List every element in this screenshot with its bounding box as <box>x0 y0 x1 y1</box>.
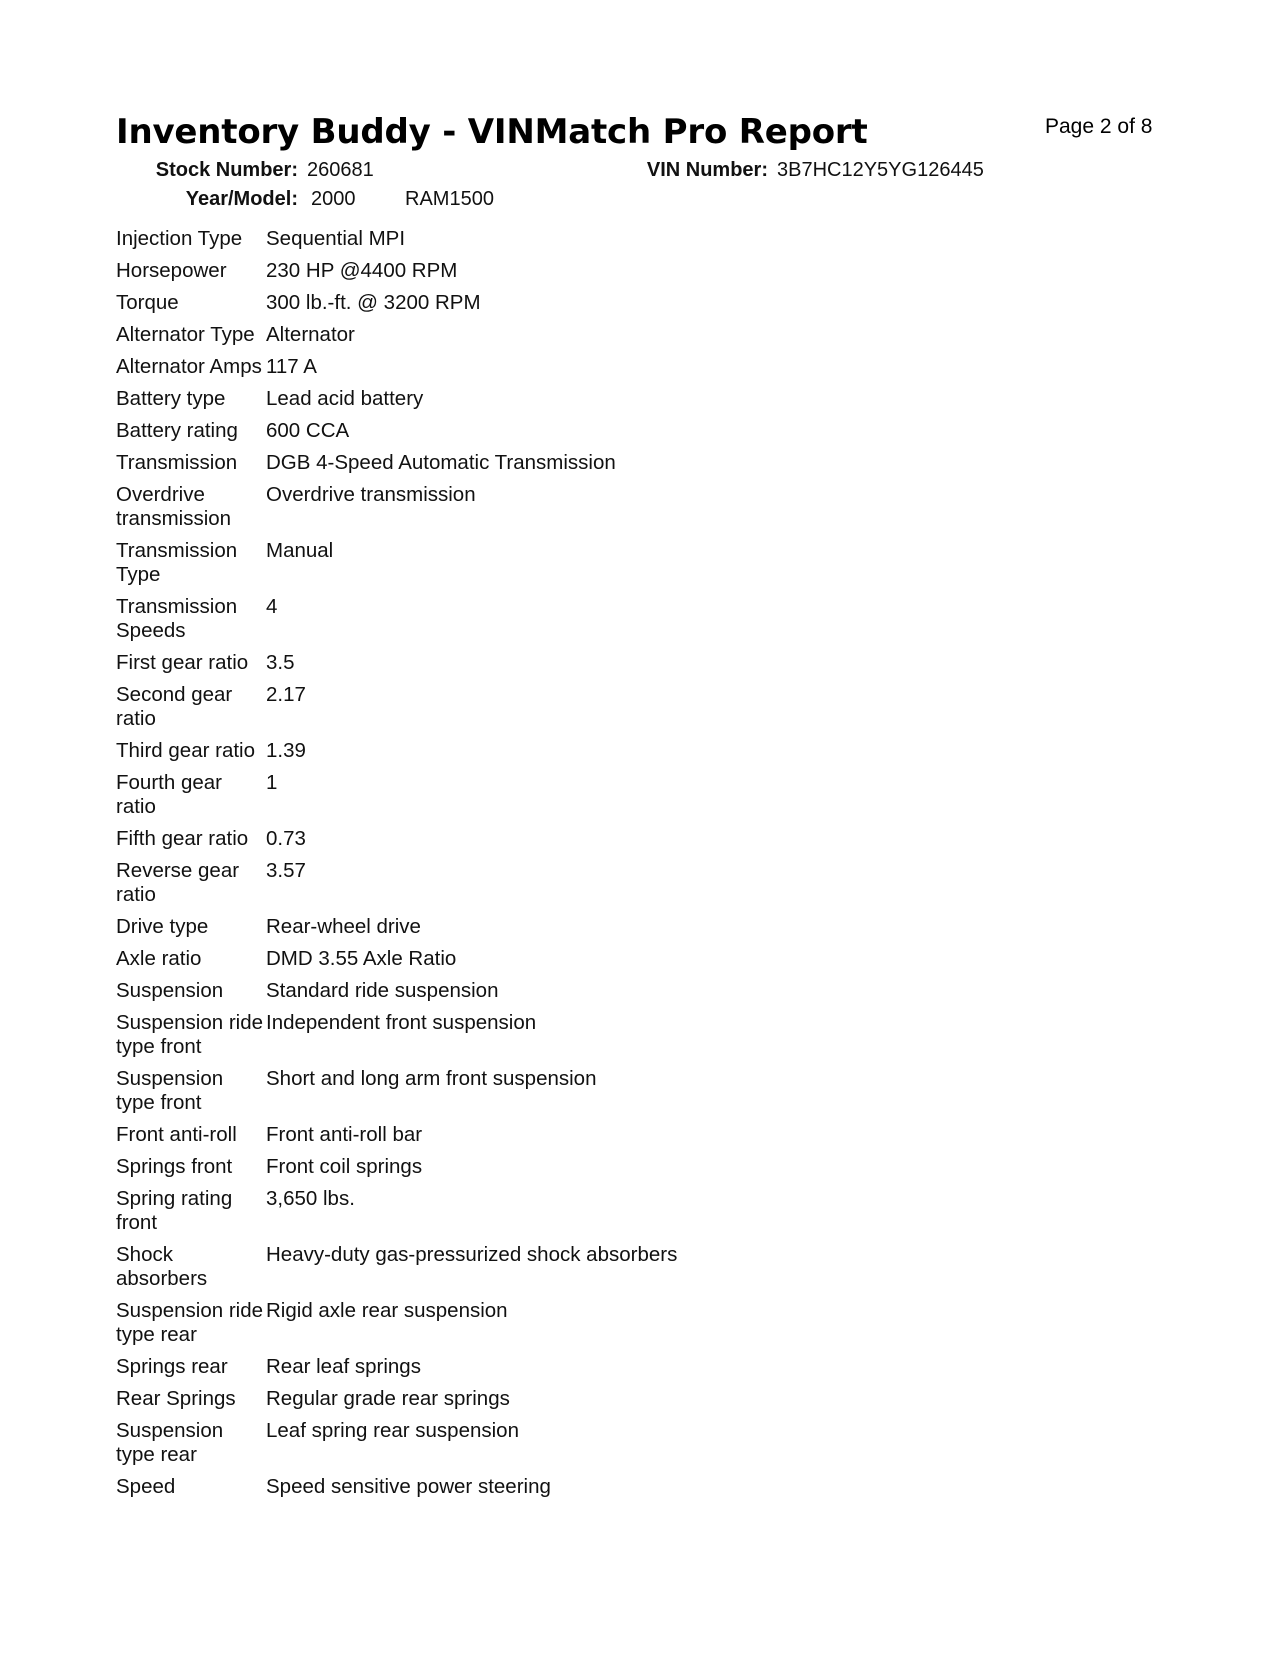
spec-list <box>116 227 1016 1507</box>
spec-label: First gear ratio <box>116 651 249 674</box>
spec-label: Shock absorbers <box>116 1243 208 1290</box>
spec-value: DGB 4-Speed Automatic Transmission <box>266 451 616 474</box>
spec-label: Suspension type rear <box>116 1419 224 1466</box>
spec-row <box>116 1011 1016 1067</box>
spec-row <box>116 1419 1016 1475</box>
spec-label: Suspension ride type rear <box>116 1299 264 1346</box>
spec-value: Short and long arm front suspension <box>266 1067 597 1090</box>
stock-number-label: Stock Number: <box>155 159 298 181</box>
spec-value: 300 lb.-ft. @ 3200 RPM <box>266 291 481 314</box>
vin-number-value: 3B7HC12Y5YG126445 <box>777 159 984 181</box>
spec-label: Battery rating <box>116 419 238 442</box>
spec-label: Transmission Speeds <box>116 595 238 642</box>
spec-row <box>116 291 1016 323</box>
spec-value: 117 A <box>266 355 317 378</box>
spec-row <box>116 1387 1016 1419</box>
spec-row <box>116 651 1016 683</box>
spec-value: Overdrive transmission <box>266 483 476 506</box>
spec-label: Suspension <box>116 979 224 1002</box>
spec-label: Second gear ratio <box>116 683 233 730</box>
spec-row <box>116 739 1016 771</box>
spec-label: Overdrive transmission <box>116 483 232 530</box>
spec-label: Horsepower <box>116 259 227 282</box>
spec-value: 4 <box>266 595 278 618</box>
spec-value: Speed sensitive power steering <box>266 1475 551 1498</box>
spec-value: Standard ride suspension <box>266 979 499 1002</box>
spec-label: Front anti-roll <box>116 1123 237 1146</box>
spec-row <box>116 595 1016 651</box>
spec-row <box>116 1155 1016 1187</box>
spec-row <box>116 355 1016 387</box>
spec-row <box>116 387 1016 419</box>
spec-row <box>116 1299 1016 1355</box>
spec-label: Springs front <box>116 1155 233 1178</box>
spec-row <box>116 323 1016 355</box>
spec-value: Sequential MPI <box>266 227 406 250</box>
spec-value: 2.17 <box>266 683 306 706</box>
spec-row <box>116 227 1016 259</box>
spec-value: DMD 3.55 Axle Ratio <box>266 947 457 970</box>
spec-value: Lead acid battery <box>266 387 424 410</box>
spec-value: Rear-wheel drive <box>266 915 421 938</box>
spec-row <box>116 859 1016 915</box>
spec-label: Axle ratio <box>116 947 202 970</box>
spec-row <box>116 483 1016 539</box>
spec-row <box>116 915 1016 947</box>
spec-row <box>116 683 1016 739</box>
spec-value: 0.73 <box>266 827 306 850</box>
spec-row <box>116 771 1016 827</box>
spec-value: 600 CCA <box>266 419 350 442</box>
spec-row <box>116 1243 1016 1299</box>
spec-value: Independent front suspension <box>266 1011 537 1034</box>
spec-label: Spring rating front <box>116 1187 233 1234</box>
spec-label: Torque <box>116 291 179 314</box>
stock-number-value: 260681 <box>307 159 374 181</box>
spec-value: Heavy-duty gas-pressurized shock absorbers <box>266 1243 678 1266</box>
spec-label: Suspension ride type front <box>116 1011 264 1058</box>
spec-label: Fourth gear ratio <box>116 771 222 818</box>
spec-row <box>116 827 1016 859</box>
spec-label: Reverse gear ratio <box>116 859 240 906</box>
spec-value: Alternator <box>266 323 355 346</box>
spec-label: Battery type <box>116 387 226 410</box>
spec-row <box>116 1067 1016 1123</box>
spec-value: 1 <box>266 771 278 794</box>
spec-row <box>116 947 1016 979</box>
spec-label: Transmission <box>116 451 238 474</box>
spec-value: 230 HP @4400 RPM <box>266 259 458 282</box>
spec-row <box>116 1475 1016 1507</box>
page-indicator: Page 2 of 8 <box>1045 115 1153 138</box>
spec-label: Fifth gear ratio <box>116 827 249 850</box>
spec-value: 1.39 <box>266 739 306 762</box>
spec-value: Rigid axle rear suspension <box>266 1299 508 1322</box>
spec-label: Injection Type <box>116 227 243 250</box>
report-title: Inventory Buddy - VINMatch Pro Report <box>116 112 868 152</box>
spec-label: Springs rear <box>116 1355 228 1378</box>
spec-row <box>116 979 1016 1011</box>
spec-label: Suspension type front <box>116 1067 224 1114</box>
spec-value: Front coil springs <box>266 1155 423 1178</box>
spec-label: Speed <box>116 1475 176 1498</box>
spec-label: Transmission Type <box>116 539 238 586</box>
spec-value: Manual <box>266 539 334 562</box>
spec-value: Front anti-roll bar <box>266 1123 423 1146</box>
model-value: RAM1500 <box>405 188 494 210</box>
spec-label: Third gear ratio <box>116 739 256 762</box>
year-value: 2000 <box>311 188 356 210</box>
spec-row <box>116 419 1016 451</box>
year-model-label: Year/Model: <box>185 188 298 210</box>
spec-row <box>116 1123 1016 1155</box>
spec-value: Leaf spring rear suspension <box>266 1419 519 1442</box>
spec-value: 3.5 <box>266 651 295 674</box>
spec-label: Alternator Amps <box>116 355 262 378</box>
spec-value: Regular grade rear springs <box>266 1387 510 1410</box>
spec-row <box>116 1355 1016 1387</box>
spec-value: Rear leaf springs <box>266 1355 421 1378</box>
spec-value: 3,650 lbs. <box>266 1187 355 1210</box>
spec-label: Rear Springs <box>116 1387 236 1410</box>
spec-value: 3.57 <box>266 859 306 882</box>
spec-row <box>116 1187 1016 1243</box>
spec-row <box>116 539 1016 595</box>
spec-label: Drive type <box>116 915 209 938</box>
spec-row <box>116 259 1016 291</box>
spec-row <box>116 451 1016 483</box>
spec-label: Alternator Type <box>116 323 255 346</box>
vin-number-label: VIN Number: <box>646 159 768 181</box>
